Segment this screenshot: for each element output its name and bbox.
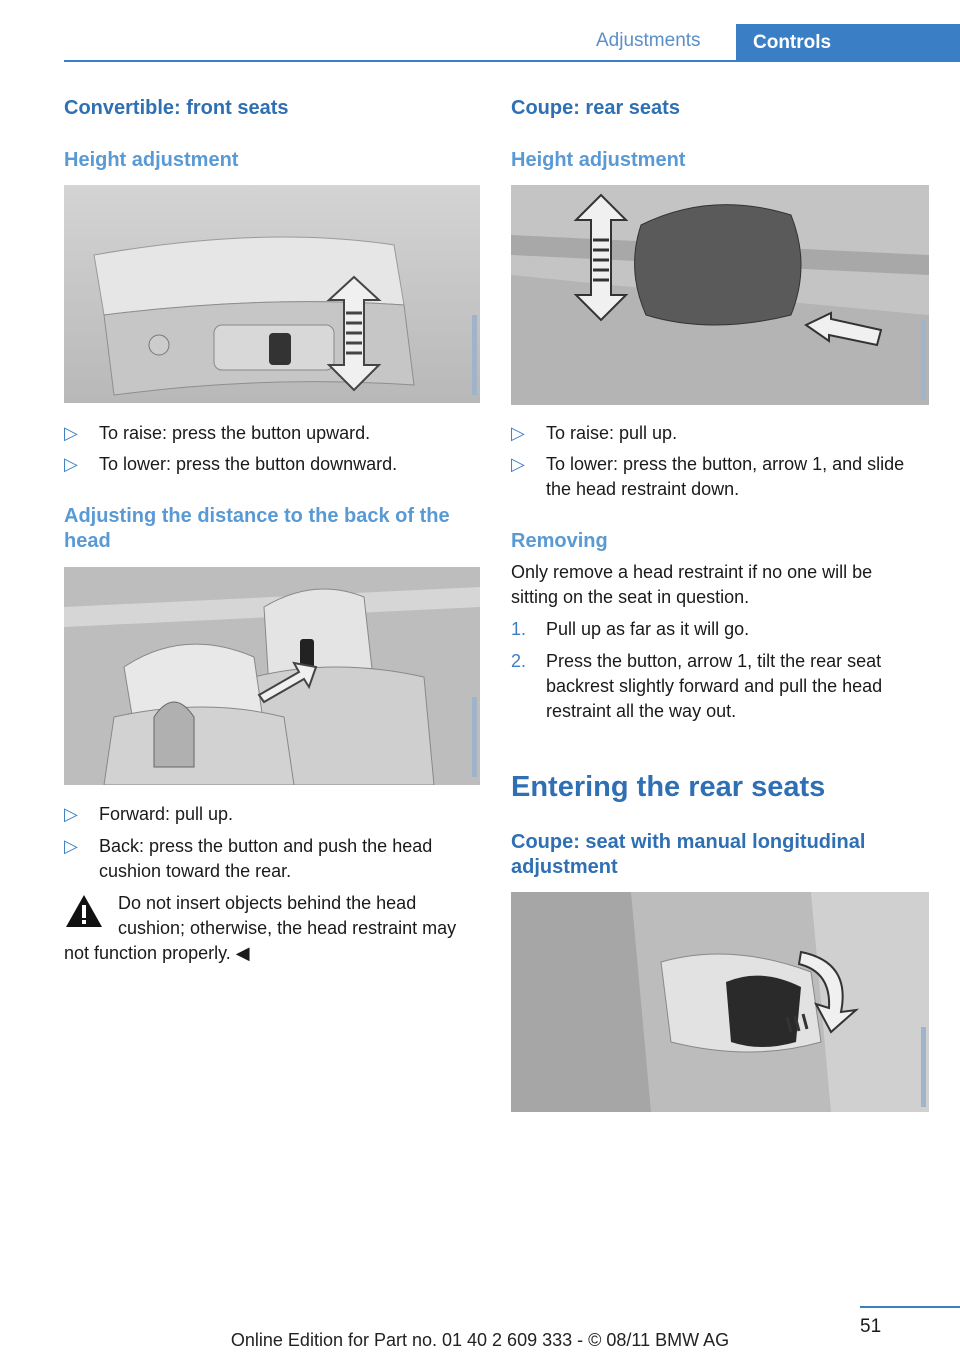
section-title-coupe-manual-adjustment: Coupe: seat with manual longitudinal adjustment: [511, 831, 866, 878]
list-item-text: To raise: press the button upward.: [99, 423, 371, 443]
list-item: [64, 802, 484, 827]
list-item: [511, 421, 931, 446]
step-text: Pull up as far as it will go.: [546, 619, 750, 639]
list-marker: ▷: [64, 804, 78, 824]
step-text: Press the button, arrow 1, tilt the rear seat backrest slightly forward and pull the head restraint all the way out.: [546, 651, 883, 721]
list-marker: ▷: [511, 423, 525, 443]
section-title-coupe-rear-seats: Coupe: rear seats: [511, 97, 680, 119]
subtitle-height-adjustment: Height adjustment: [64, 149, 239, 171]
step-number: 1.: [511, 619, 527, 639]
list-item-text: To lower: press the button, arrow 1, and slide the head restraint down.: [546, 454, 905, 499]
subtitle-height-adjustment: Height adjustment: [511, 149, 686, 171]
chapter-title-entering-rear-seats: Entering the rear seats: [511, 771, 826, 803]
footer-edition: Online Edition for Part no. 01 40 2 609 333 - © 08/11 BMW AG: [230, 1330, 730, 1350]
list-item: [64, 421, 484, 446]
list-item: [511, 452, 931, 502]
end-marker: ◀: [235, 943, 250, 963]
header-section-label: Adjustments: [596, 30, 701, 51]
step-item: [511, 649, 931, 724]
list-marker: ▷: [64, 423, 78, 443]
page-number: 51: [860, 1316, 882, 1337]
list-item-text: Back: press the button and push the head cushion toward the rear.: [99, 836, 433, 881]
list-marker: ▷: [64, 454, 78, 474]
step-item: [511, 617, 931, 642]
removing-paragraph: Only remove a head restraint if no one will be sitting on the seat in question.: [511, 562, 873, 607]
list-item-text: To raise: pull up.: [546, 423, 678, 443]
subtitle-removing: Removing: [511, 530, 608, 552]
subtitle-adjusting-distance: Adjusting the distance to the back of the head: [64, 505, 450, 552]
list-marker: ▷: [64, 836, 78, 856]
figure-seat-height-switch: [64, 185, 480, 403]
warning-note: [64, 891, 474, 966]
figure-longitudinal-adjustment-lever: [511, 892, 929, 1112]
list-item: [64, 834, 484, 884]
footer-rule: [860, 1306, 960, 1308]
list-item: [64, 452, 484, 477]
list-item-text: To lower: press the button downward.: [99, 454, 398, 474]
header-rule: [64, 60, 960, 62]
warning-triangle-icon: [64, 893, 104, 936]
step-number: 2.: [511, 651, 527, 671]
figure-rear-head-restraint: [511, 185, 929, 405]
list-marker: ▷: [511, 454, 525, 474]
warning-text: Do not insert objects behind the head cushion; otherwise, the head restraint may not function properly.: [64, 893, 457, 963]
figure-head-restraint-distance: [64, 567, 480, 785]
header-tab-controls: Controls: [736, 24, 960, 62]
list-item-text: Forward: pull up.: [99, 804, 234, 824]
section-title-convertible-front-seats: Convertible: front seats: [64, 97, 289, 119]
